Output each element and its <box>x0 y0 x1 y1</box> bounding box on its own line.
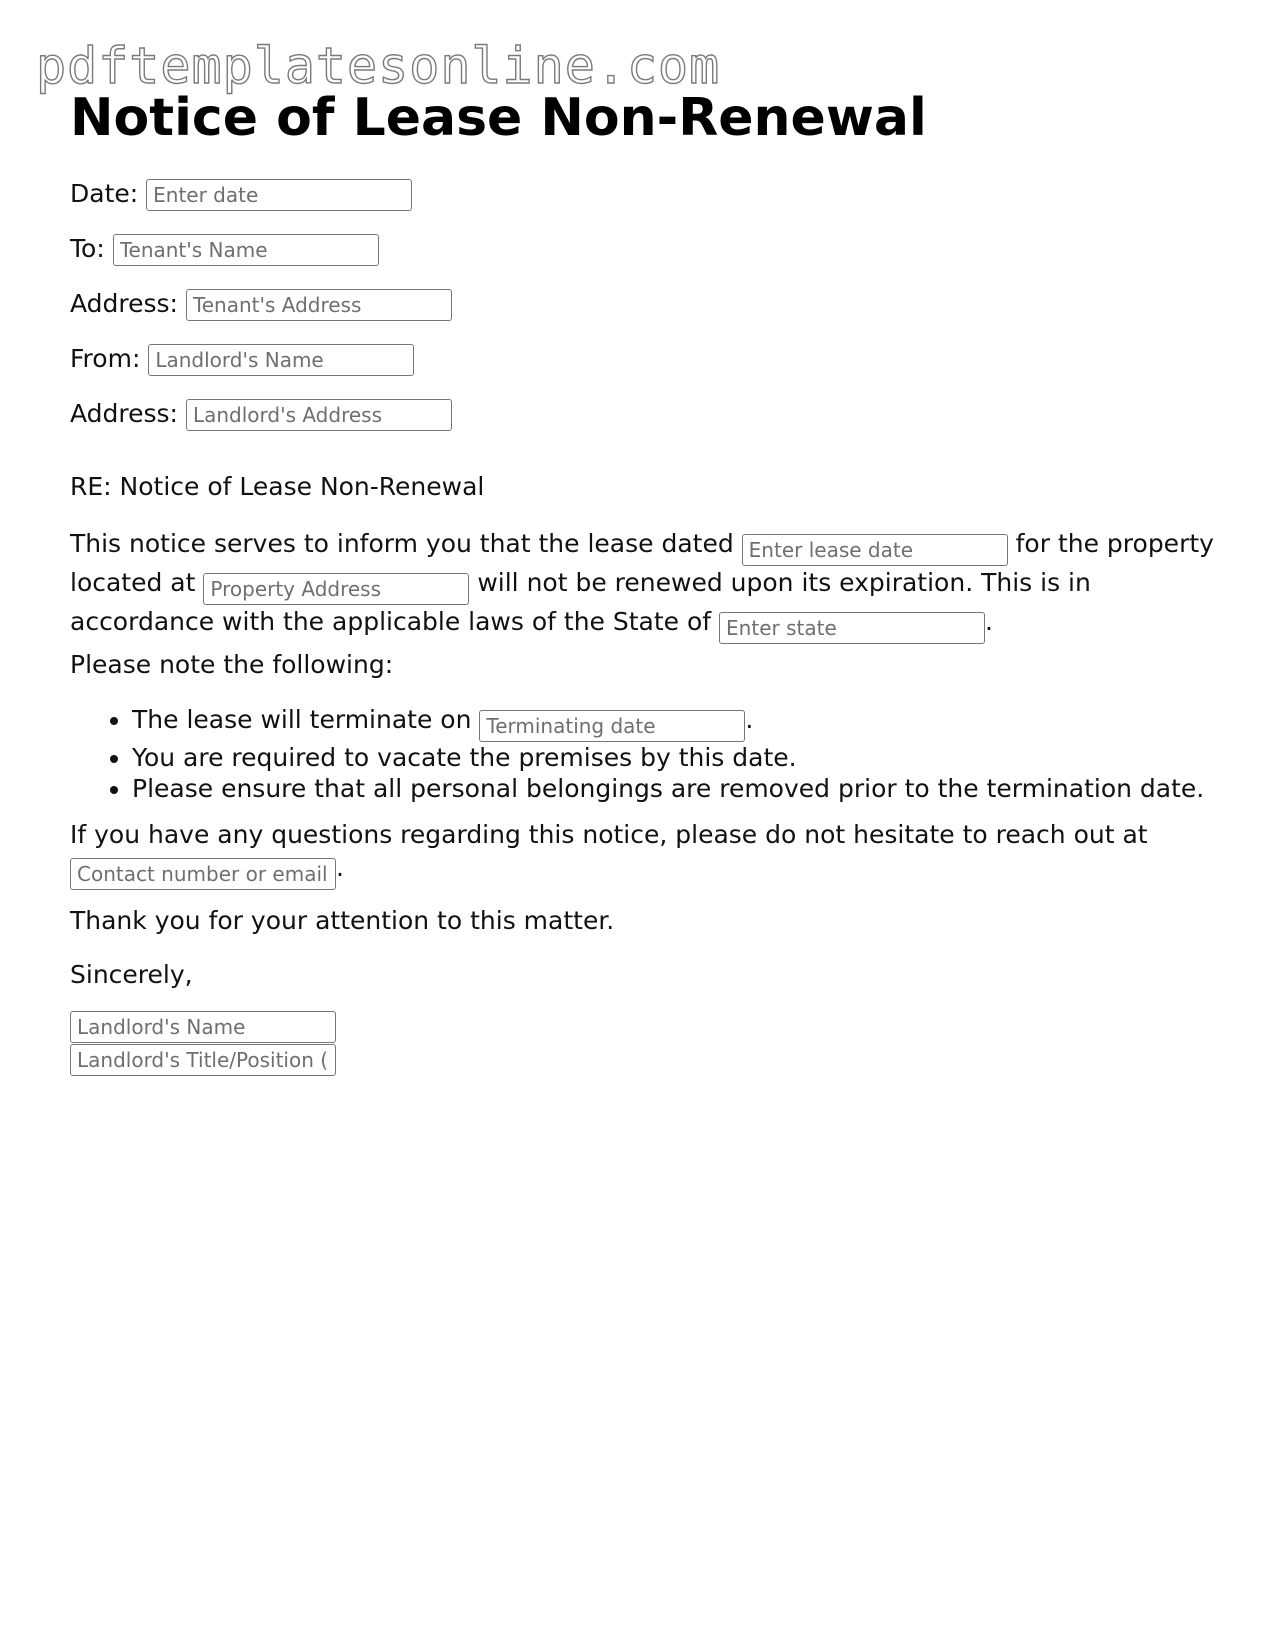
from-row <box>70 343 414 376</box>
body-text-3: will not be renewed upon its expiration. This is in accordance with the applicable laws of the State of <box>70 568 1091 636</box>
terminate-end: . <box>745 705 754 734</box>
list-item <box>132 704 1252 742</box>
body-text-1: This notice serves to inform you that the lease dated <box>70 529 734 558</box>
date-input[interactable] <box>146 179 412 211</box>
notes-list <box>70 704 1252 804</box>
contact-text: If you have any questions regarding this notice, please do not hesitate to reach out at <box>70 820 1148 849</box>
landlord-address-input[interactable] <box>186 399 452 431</box>
tenant-address-input[interactable] <box>186 289 452 321</box>
terminating-date-input[interactable] <box>479 710 745 742</box>
tenant-name-input[interactable] <box>113 234 379 266</box>
signature-title-input[interactable] <box>70 1044 336 1076</box>
re-line: RE: Notice of Lease Non-Renewal <box>70 472 485 501</box>
landlord-name-input[interactable] <box>148 344 414 376</box>
terminate-text: The lease will terminate on <box>132 705 472 734</box>
contact-paragraph <box>70 818 1220 890</box>
date-row <box>70 178 412 211</box>
list-item: • Please ensure that all personal belongings are removed prior to the termination date. <box>132 773 1252 804</box>
to-label: To: <box>70 234 105 263</box>
signature-name-input[interactable] <box>70 1011 336 1043</box>
lease-date-input[interactable] <box>742 534 1008 566</box>
landlord-address-row <box>70 398 452 431</box>
contact-input[interactable] <box>70 858 336 890</box>
to-row <box>70 233 379 266</box>
date-label: Date: <box>70 179 139 208</box>
state-input[interactable] <box>719 612 985 644</box>
body-text-2: for the property located at <box>70 529 1214 597</box>
body-paragraph <box>70 527 1220 644</box>
landlord-address-label: Address: <box>70 399 178 428</box>
from-label: From: <box>70 344 141 373</box>
please-note-text: Please note the following: <box>70 650 394 679</box>
watermark-text: pdftemplatesonline.com <box>36 37 721 95</box>
body-text-4: . <box>985 607 993 636</box>
thanks-text: Thank you for your attention to this matter. <box>70 906 615 935</box>
contact-end: . <box>336 853 344 882</box>
signature-block <box>70 1011 336 1077</box>
closing-text: Sincerely, <box>70 960 193 989</box>
tenant-address-label: Address: <box>70 289 178 318</box>
property-address-input[interactable] <box>203 573 469 605</box>
list-item: • You are required to vacate the premises by this date. <box>132 742 1252 773</box>
tenant-address-row <box>70 288 452 321</box>
page-title: Notice of Lease Non-Renewal <box>70 88 927 148</box>
